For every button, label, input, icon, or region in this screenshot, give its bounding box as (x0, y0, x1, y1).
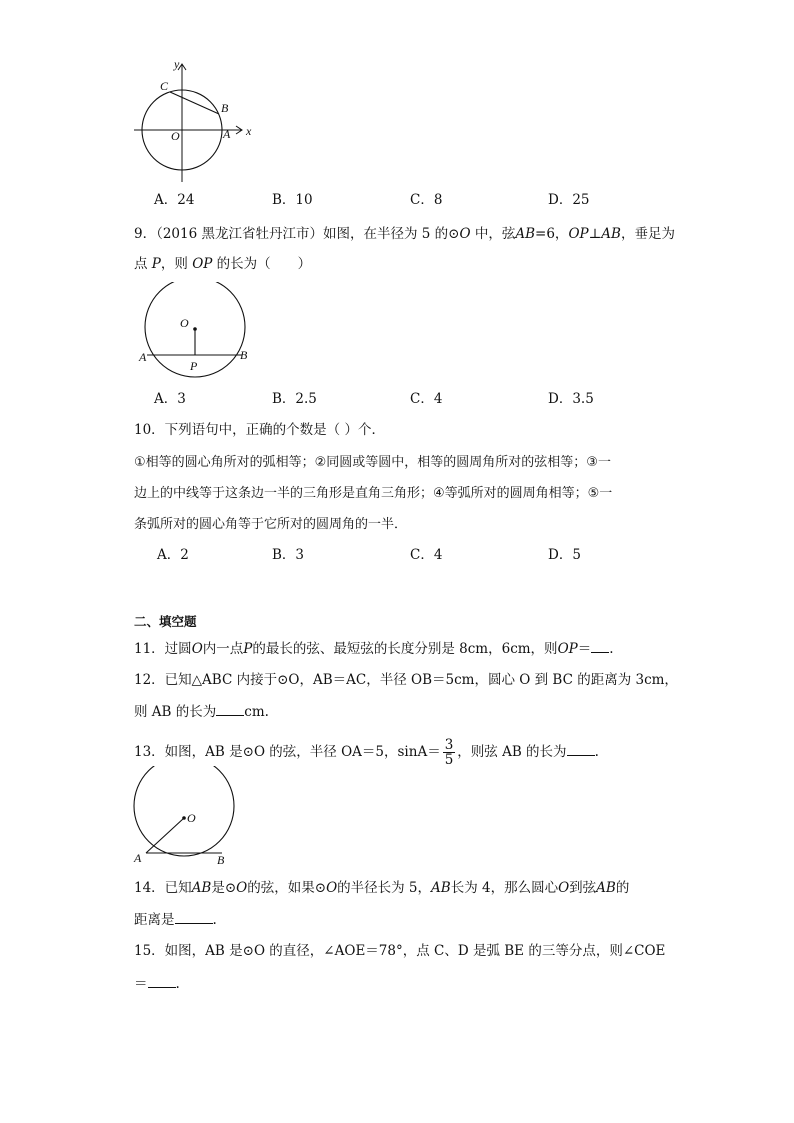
q9-label-a: A (139, 350, 147, 364)
q8-label-y: y (174, 58, 180, 71)
q13-figure (128, 766, 240, 868)
q14-stem-line2: 距离是 . (134, 909, 217, 930)
q13-answer-blank[interactable] (567, 741, 595, 756)
q9-stem-line2: 点 P，则 OP 的长为（ ） (134, 256, 312, 272)
q13-stem: 13．如图，AB 是⊙O 的弦，半径 OA＝5，sinA＝ $\frac{3}{5}$ ，则弦 AB 的长为 . (134, 737, 599, 768)
q10-statement-line2: 边上的中线等于这条边一半的三角形是直角三角形；④等弧所对的圆周角相等；⑤一 (134, 486, 613, 501)
q13-center-dot (182, 816, 186, 820)
q14-answer-blank[interactable] (175, 909, 213, 924)
q10-option-a: A．2 (157, 547, 189, 563)
q9-label-p: P (190, 359, 198, 373)
q9-option-a: A．3 (154, 391, 186, 407)
q9-option-d: D．3.5 (548, 391, 594, 407)
q9-stem-line1: 9．（2016 黑龙江省牡丹江市）如图，在半径为 5 的⊙O 中，弦AB=6，OP⊥AB，垂足为 (134, 226, 675, 242)
q13-label-a: A (134, 851, 142, 865)
q13-circle (134, 766, 234, 856)
q10-statement-line3: 条弧所对的圆心角等于它所对的圆周角的一半． (134, 517, 408, 532)
q12-stem-line1: 12．已知△ABC 内接于⊙O，AB＝AC，半径 OB＝5cm，圆心 O 到 BC 的距离为 3cm， (134, 672, 678, 688)
q8-option-c: C．8 (410, 192, 443, 208)
q13-radius-oa (146, 818, 184, 853)
q8-label-x: x (246, 124, 252, 138)
q10-option-d: D．5 (548, 547, 581, 563)
section-heading: 二、填空题 (134, 614, 197, 629)
q8-label-a: A (223, 127, 231, 141)
q10-option-b: B．3 (272, 547, 305, 563)
q8-label-c: C (160, 79, 169, 93)
q14-stem-line1: 14．已知AB是⊙O的弦，如果⊙O的半径长为 5，AB长为 4，那么圆心O到弦AB的 (134, 880, 630, 896)
q9-center-dot (193, 327, 197, 331)
q10-option-c: C．4 (410, 547, 443, 563)
q15-stem-line2: ＝ . (134, 973, 180, 994)
q9-label-b: B (240, 348, 248, 362)
q10-statement-line1: ①相等的圆心角所对的弧相等；②同圆或等圆中，相等的圆周角所对的弦相等；③一 (134, 455, 611, 470)
q13-label-o: O (187, 811, 196, 825)
q9-option-c: C．4 (410, 391, 443, 407)
q8-option-a: A．24 (154, 192, 195, 208)
q9-option-b: B．2.5 (272, 391, 317, 407)
q12-stem-line2: 则 AB 的长为 cm. (134, 701, 269, 722)
q8-label-b: B (221, 101, 229, 115)
q13-fraction: $\frac{3}{5}$ (444, 737, 454, 768)
q15-answer-blank[interactable] (148, 973, 176, 988)
q10-stem: 10．下列语句中，正确的个数是（ ）个． (134, 422, 385, 438)
q15-stem-line1: 15．如图，AB 是⊙O 的直径，∠AOE＝78°，点 C、D 是弧 BE 的三等分点，则∠COE (134, 943, 666, 959)
q8-label-o: O (171, 129, 180, 143)
q8-option-b: B．10 (272, 192, 313, 208)
q8-option-d: D．25 (548, 192, 590, 208)
q13-label-b: B (217, 853, 225, 867)
q12-answer-blank[interactable] (216, 701, 244, 716)
q11-stem: 11．过圆O内一点P的最长的弦、最短弦的长度分别是 8cm，6cm，则OP＝ . (134, 638, 614, 659)
q9-label-o: O (180, 316, 189, 330)
q9-figure (134, 282, 256, 378)
q11-answer-blank[interactable] (591, 638, 609, 653)
q8-figure (126, 58, 256, 188)
